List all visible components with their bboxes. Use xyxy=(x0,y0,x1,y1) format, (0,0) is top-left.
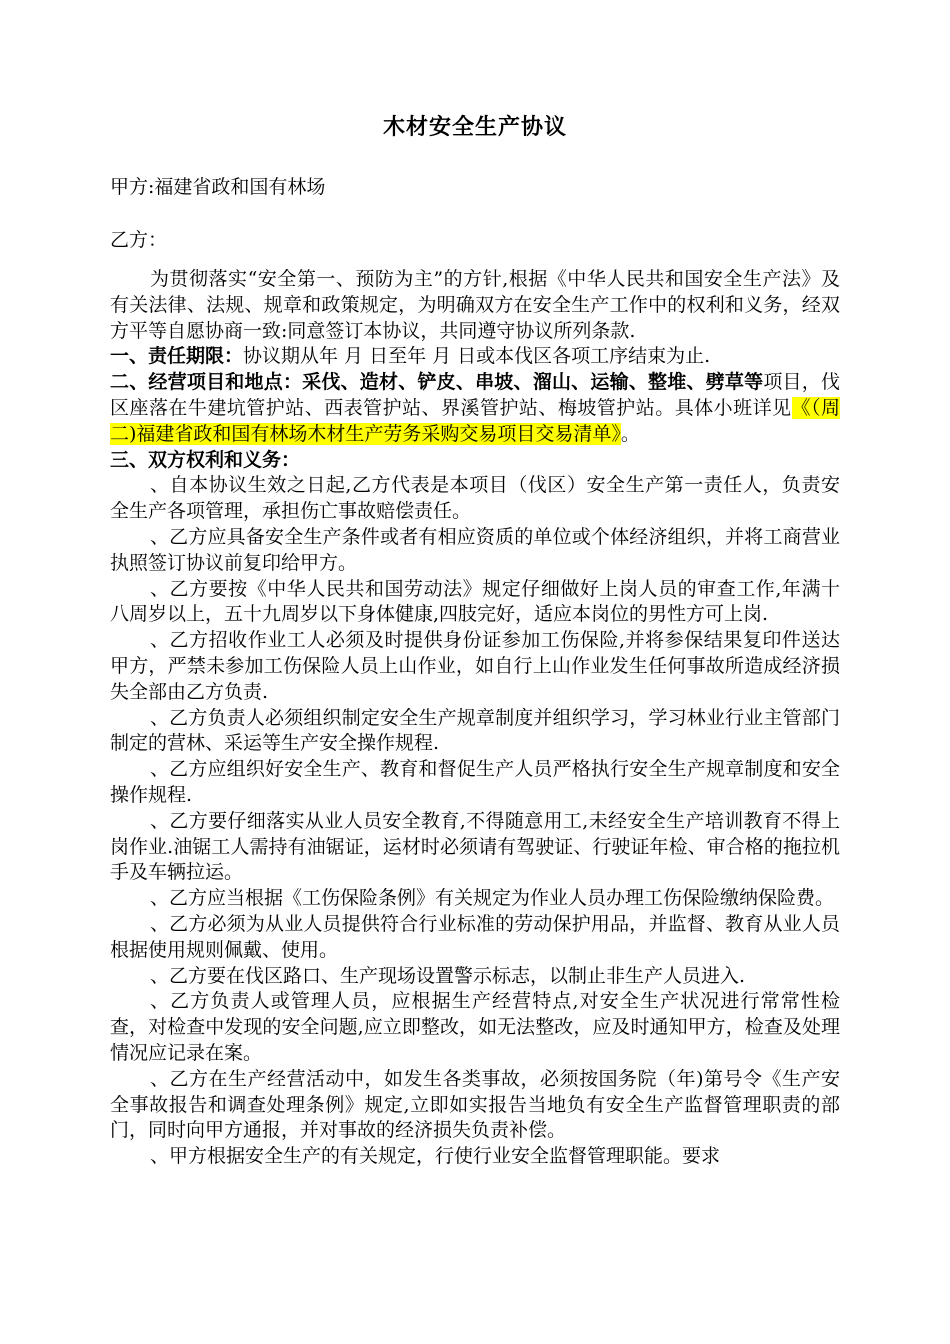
section-1-text: 协议期从年 月 日至年 月 日或本伐区各项工序结束为止. xyxy=(243,345,711,368)
section-2-heading: 二、经营项目和地点：采伐、造材、铲皮、串坡、溜山、运输、整堆、劈草等 xyxy=(110,371,764,394)
highlighted-reference: 《（周二)福建省政和国有林场木材生产劳务采购交易项目交易清单》 xyxy=(110,396,840,445)
clause-item: 、乙方招收作业工人必须及时提供身份证参加工伤保险,并将参保结果复印件送达甲方，严禁未参加工伤保险人员上山作业，如自行上山作业发生任何事故所造成经济损失全部由乙方负责. xyxy=(110,629,840,703)
clause-item: 、自本协议生效之日起,乙方代表是本项目（伐区）安全生产第一责任人，负责安全生产各项管理，承担伤亡事故赔偿责任。 xyxy=(110,474,840,523)
clause-item: 、乙方负责人必须组织制定安全生产规章制度并组织学习，学习林业行业主管部门制定的营林、采运等生产安全操作规程. xyxy=(110,706,840,755)
clause-item: 、乙方要仔细落实从业人员安全教育,不得随意用工,未经安全生产培训教育不得上岗作业.油锯工人需持有油锯证，运材时必须请有驾驶证、行驶证年检、审合格的拖拉机手及车辆拉运。 xyxy=(110,809,840,884)
clause-item: 、乙方应组织好安全生产、教育和督促生产人员严格执行安全生产规章制度和安全操作规程. xyxy=(110,758,840,806)
clause-item: 、乙方要在伐区路口、生产现场设置警示标志，以制止非生产人员进入. xyxy=(150,964,746,987)
clause-item: 、乙方在生产经营活动中，如发生各类事故，必须按国务院（年)第号令《生产安全事故报告和调查处理条例》规定,立即如实报告当地负有安全生产监督管理职责的部门，同时向甲方通报，并对事故的经济损失负责补偿。 xyxy=(110,1067,840,1142)
party-a-line: 甲方:福建省政和国有林场 xyxy=(110,176,326,198)
clause-item: 、甲方根据安全生产的有关规定，行使行业安全监督管理职能。要求 xyxy=(150,1145,721,1168)
section-1-heading: 一、责任期限： xyxy=(110,345,244,368)
section-3-heading: 三、双方权利和义务： xyxy=(110,448,301,471)
section-2 xyxy=(110,370,840,447)
clause-item: 、乙方要按《中华人民共和国劳动法》规定仔细做好上岗人员的审查工作,年满十八周岁以上，五十九周岁以下身体健康,四肢完好，适应本岗位的男性方可上岗. xyxy=(110,577,840,626)
document-body xyxy=(110,267,840,1170)
clause-item: 、乙方负责人或管理人员，应根据生产经营特点,对安全生产状况进行常常性检查，对检查中发现的安全问题,应立即整改，如无法整改，应及时通知甲方，检查及处理情况应记录在案。 xyxy=(110,990,840,1064)
party-b-line: 乙方： xyxy=(110,229,168,251)
section-1 xyxy=(110,344,840,370)
clause-item: 、乙方应具备安全生产条件或者有相应资质的单位或个体经济组织，并将工商营业执照签订协议前复印给甲方。 xyxy=(110,525,840,574)
section-2-end: 。 xyxy=(620,422,640,445)
clause-item: 、乙方必须为从业人员提供符合行业标准的劳动保护用品，并监督、教育从业人员根据使用规则佩戴、使用。 xyxy=(110,912,840,961)
document-title: 木材安全生产协议 xyxy=(382,114,567,140)
clause-item: 、乙方应当根据《工伤保险条例》有关规定为作业人员办理工伤保险缴纳保险费。 xyxy=(150,887,835,910)
section-2-text: 项目，伐区座落在牛建坑管护站、西表管护站、界溪管护站、梅坡管护站。具体小班详见 xyxy=(110,371,840,419)
intro-paragraph: 为贯彻落实“安全第一、预防为主”的方针,根据《中华人民共和国安全生产法》及有关法律、法规、规章和政策规定，为明确双方在安全生产工作中的权利和义务，经双方平等自愿协商一致:同意签订本协议，共同遵守协议所列条款. xyxy=(110,268,840,342)
